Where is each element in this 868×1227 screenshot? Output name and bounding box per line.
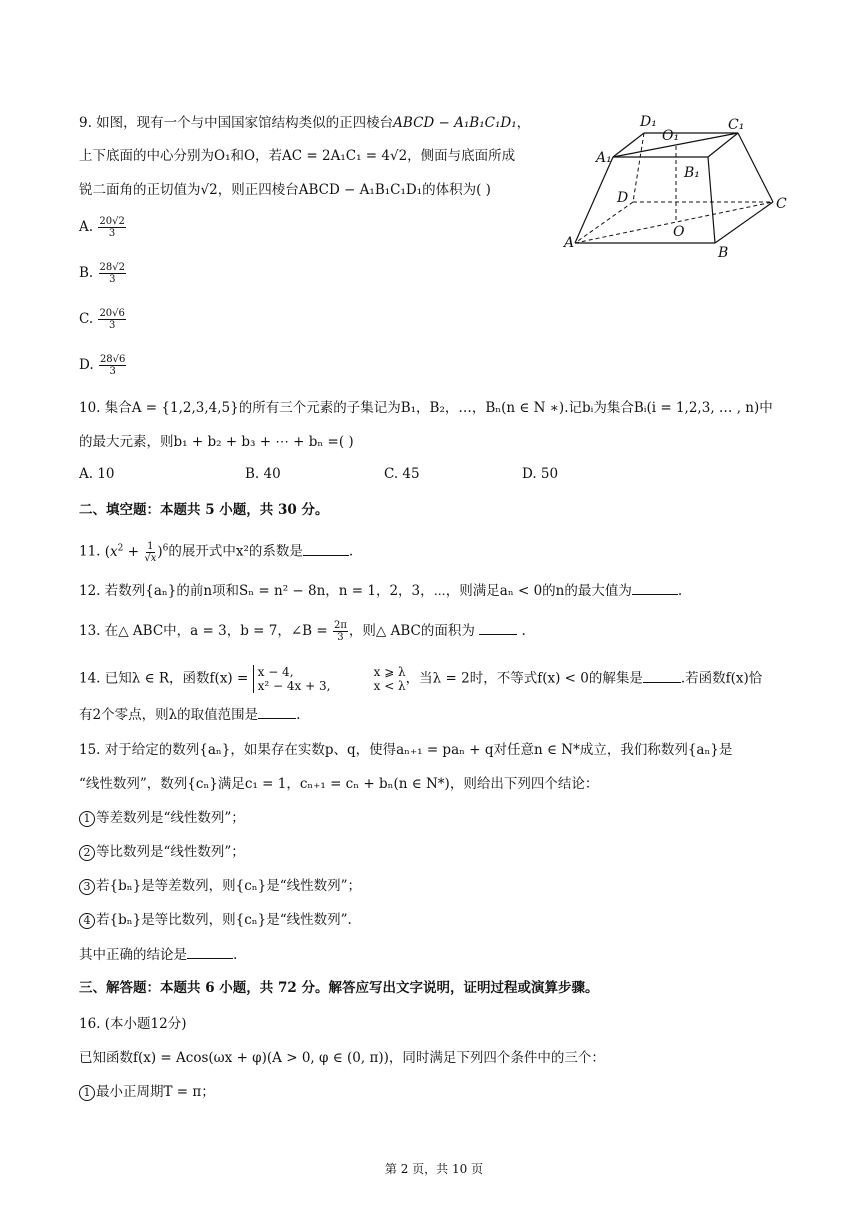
label-a: A [564, 235, 575, 251]
edge-b-c [715, 202, 773, 243]
q14-text-2: ，当λ = 2时，不等式f(x) < 0的解集是 [405, 670, 643, 687]
q9-option-b[interactable] [79, 262, 127, 285]
q14-text-3: .若函数f(x)恰 [680, 670, 763, 687]
label-b1: B₁ [684, 165, 700, 181]
q14-line1 [79, 665, 762, 693]
condition-1: x ⩾ λ [373, 665, 406, 679]
fraction-denominator: 3 [109, 366, 116, 377]
edge-c1-b1 [708, 133, 738, 157]
q14-line2 [79, 704, 300, 725]
option-fraction [99, 354, 126, 377]
label-o1: O₁ [662, 128, 680, 144]
q13-angle-fraction [333, 620, 348, 643]
q15-conclusion-text: 其中正确的结论是 [79, 947, 187, 963]
piece-1: x − 4, [257, 665, 294, 679]
frustum-figure [560, 110, 800, 265]
q15-item-3 [79, 876, 361, 896]
item-text: 若{bₙ}是等差数列，则{cₙ}是“线性数列”； [96, 878, 362, 894]
q12-text: 12. 若数列{aₙ}的前n项和Sₙ = n² − 8n，n = 1，2，3，⋯，则满足aₙ < 0的n的最大值为 [79, 583, 632, 599]
q9-option-c[interactable] [79, 308, 127, 331]
circled-number: 4 [79, 913, 95, 929]
q11-line [79, 538, 353, 564]
edge-a1-a [575, 157, 613, 243]
fraction-denominator: 3 [109, 274, 116, 285]
fraction-numerator: 20√6 [99, 308, 125, 319]
answer-blank-2[interactable] [258, 704, 296, 719]
q15-end: . [233, 947, 238, 963]
option-fraction [98, 216, 125, 239]
q14-text-4: 有2个零点，则λ的取值范围是 [79, 707, 259, 723]
item-text: 等差数列是“线性数列”； [96, 810, 245, 826]
q9-line3: 锐二面角的正切值为√2，则正四棱台ABCD − A₁B₁C₁D₁的体积为( ) [79, 182, 491, 198]
q15-item-1 [79, 808, 245, 828]
q16-header: 16. (本小题12分) [79, 1016, 187, 1032]
q9-text: 9. 如图，现有一个与中国国家馆结构类似的正四棱台 [79, 115, 394, 131]
circled-number: 3 [79, 879, 95, 895]
q14-text: 14. 已知λ ∈ R，函数f(x) = [79, 670, 249, 687]
label-a1: A₁ [596, 150, 612, 166]
fraction-numerator: 20√2 [99, 216, 125, 227]
label-d: D [617, 190, 629, 206]
option-label: A. [79, 219, 94, 235]
q13-line [79, 620, 526, 643]
answer-blank[interactable] [187, 944, 233, 959]
item-text: 若{bₙ}是等比数列，则{cₙ}是“线性数列”. [96, 912, 352, 928]
fraction-numerator: 28√2 [99, 262, 125, 273]
q11-expression: ($x^2$ + $\frac{1}{√x}$ )$^6$ [104, 540, 169, 564]
section-solutions-heading: 三、解答题：本题共 6 小题，共 72 分。解答应写出文字说明，证明过程或演算步骤。 [79, 980, 599, 996]
q9-frustum-name: ABCD − A₁B₁C₁D₁ [393, 115, 517, 131]
piecewise-function [253, 665, 406, 693]
q15-item-4 [79, 910, 352, 930]
edge-c1-c [738, 133, 773, 202]
label-d1: D₁ [640, 114, 657, 130]
q10-option-b[interactable]: B. 40 [245, 466, 281, 482]
label-b: B [718, 245, 729, 261]
fraction-denominator: 3 [108, 320, 116, 331]
q10-option-a[interactable]: A. 10 [79, 466, 115, 482]
q9-line1: 9. 如图，现有一个与中国国家馆结构类似的正四棱台ABCD − A₁B₁C₁D₁， [79, 115, 531, 131]
label-o: O [673, 224, 685, 240]
answer-blank[interactable] [632, 580, 678, 595]
q13-end: . [521, 623, 526, 639]
q11-end: . [348, 543, 354, 560]
q11-number: 11. [79, 543, 105, 560]
q9-line2: 上下底面的中心分别为O₁和O，若AC = 2A₁C₁ = 4√2，侧面与底面所成 [79, 148, 516, 164]
label-c: C [776, 196, 787, 212]
q16-line1: 已知函数f(x) = Acos(ωx + φ)(A > 0, φ ∈ (0, π))，同时满足下列四个条件中的三个： [79, 1050, 605, 1066]
page-footer: 第 2 页，共 10 页 [384, 1162, 484, 1176]
q9-option-a[interactable] [79, 216, 127, 239]
item-text: 最小正周期T = π； [96, 1084, 215, 1100]
piece-2: x² − 4x + 3, [257, 679, 331, 693]
circled-number: 1 [79, 1085, 95, 1101]
q9-option-d[interactable] [79, 354, 127, 377]
q10-line2: 的最大元素，则b₁ + b₂ + b₃ + ⋯ + bₙ =( ) [79, 434, 354, 450]
q12-end: . [677, 583, 683, 599]
q15-line1: 15. 对于给定的数列{aₙ}，如果存在实数p、q，使得aₙ₊₁ = paₙ + q对任意n ∈ N*成立，我们称数列{aₙ}是 [79, 742, 733, 758]
condition-2: x < λ [373, 679, 406, 693]
q12-line [79, 580, 682, 601]
q13-text-2: ，则△ ABC的面积为 [348, 623, 475, 639]
q15-item-2 [79, 842, 245, 862]
answer-blank-1[interactable] [643, 668, 681, 683]
circled-number: 1 [79, 811, 95, 827]
q15-conclusion [79, 944, 237, 965]
q10-option-c[interactable]: C. 45 [384, 466, 420, 482]
option-label: B. [79, 265, 94, 281]
section-fill-in-heading: 二、填空题：本题共 5 小题，共 30 分。 [79, 502, 329, 518]
option-fraction [99, 262, 126, 285]
q10-line1: 10. 集合A = {1,2,3,4,5}的所有三个元素的子集记为B₁，B₂，…，Bₙ(n ∈ N ∗).记bᵢ为集合Bᵢ(i = 1,2,3, … , n)中 [79, 400, 773, 416]
fraction-denominator: 3 [337, 632, 344, 643]
q11-text: 的展开式中x²的系数是 [168, 543, 303, 560]
option-label: D. [79, 357, 94, 373]
option-fraction [98, 308, 125, 331]
label-c1: C₁ [728, 117, 745, 133]
edge-d1-d [633, 133, 644, 202]
q14-end: . [296, 707, 301, 723]
edge-a1-d1 [613, 133, 644, 157]
q15-line2: “线性数列”，数列{cₙ}满足c₁ = 1，cₙ₊₁ = cₙ + bₙ(n ∈ N*)，则给出下列四个结论： [79, 776, 599, 792]
item-text: 等比数列是“线性数列”； [96, 844, 245, 860]
answer-blank[interactable] [479, 620, 517, 635]
fraction-denominator: 3 [108, 228, 116, 239]
circled-number: 2 [79, 845, 95, 861]
fraction-numerator: 28√6 [99, 354, 126, 365]
q16-item-1 [79, 1082, 215, 1102]
edge-b1-b [708, 157, 715, 243]
q13-text: 13. 在△ ABC中，a = 3，b = 7，∠B = [79, 623, 332, 639]
option-label: C. [79, 311, 94, 327]
fraction-numerator: 2π [333, 620, 347, 631]
answer-blank[interactable] [303, 541, 349, 556]
q10-option-d[interactable]: D. 50 [522, 466, 559, 482]
